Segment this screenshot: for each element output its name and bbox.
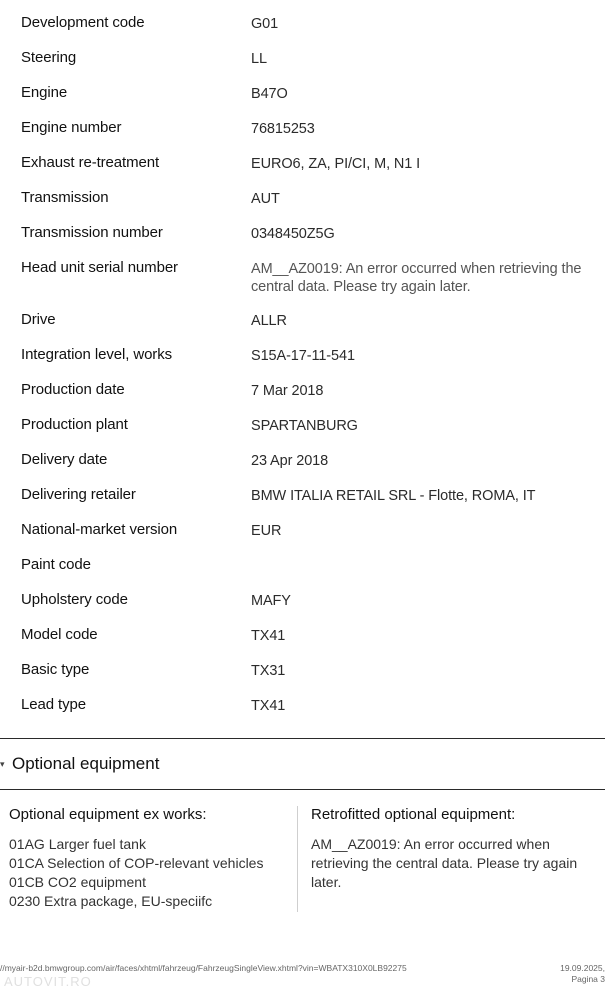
spec-row-delivering-retailer xyxy=(0,486,605,521)
spec-label: Exhaust re-treatment xyxy=(21,154,160,171)
spec-row-integration-level xyxy=(0,346,605,381)
spec-label: Transmission number xyxy=(21,224,163,241)
spec-label: Production plant xyxy=(21,416,128,433)
spec-value: TX41 xyxy=(251,628,286,644)
spec-value: TX31 xyxy=(251,663,286,679)
spec-label: Development code xyxy=(21,14,145,31)
spec-value: BMW ITALIA RETAIL SRL - Flotte, ROMA, IT xyxy=(251,488,536,504)
spec-label: Engine xyxy=(21,84,68,101)
spec-row-development-code xyxy=(0,14,605,49)
spec-value xyxy=(251,556,591,557)
spec-row-production-plant xyxy=(0,416,605,451)
spec-row-model-code xyxy=(0,626,605,661)
spec-label: Delivering retailer xyxy=(21,486,136,503)
spec-value: B47O xyxy=(251,86,288,102)
spec-label: Basic type xyxy=(21,661,90,678)
spec-label: Paint code xyxy=(21,556,91,573)
retrofitted-column xyxy=(298,806,605,912)
spec-label: Steering xyxy=(21,49,77,66)
spec-row-delivery-date xyxy=(0,451,605,486)
spec-value: SPARTANBURG xyxy=(251,418,358,434)
spec-label: Model code xyxy=(21,626,98,643)
spec-row-drive xyxy=(0,311,605,346)
spec-value: EURO6, ZA, PI/CI, M, N1 I xyxy=(251,156,421,172)
spec-label: Integration level, works xyxy=(21,346,173,363)
spec-row-upholstery-code xyxy=(0,591,605,626)
optional-equipment-toggle[interactable] xyxy=(0,754,159,774)
spec-label: National-market version xyxy=(21,521,178,538)
spec-row-production-date xyxy=(0,381,605,416)
spec-label: Lead type xyxy=(21,696,86,713)
ex-works-column xyxy=(0,806,298,912)
spec-value: S15A-17-11-541 xyxy=(251,348,355,364)
vehicle-spec-list xyxy=(0,14,605,731)
spec-label: Drive xyxy=(21,311,56,328)
spec-value: 7 Mar 2018 xyxy=(251,383,324,399)
spec-value: LL xyxy=(251,51,267,67)
list-item: 01CA Selection of COP-relevant vehicles xyxy=(9,855,264,871)
spec-row-transmission xyxy=(0,189,605,224)
list-item: 01CB CO2 equipment xyxy=(9,874,146,890)
spec-value: ALLR xyxy=(251,313,287,329)
spec-value: EUR xyxy=(251,523,282,539)
spec-row-basic-type xyxy=(0,661,605,696)
spec-label: Upholstery code xyxy=(21,591,128,608)
spec-label: Engine number xyxy=(21,119,122,136)
spec-row-exhaust xyxy=(0,154,605,189)
retrofitted-heading: Retrofitted optional equipment: xyxy=(311,806,516,823)
spec-value: AUT xyxy=(251,191,280,207)
spec-label: Production date xyxy=(21,381,125,398)
spec-row-lead-type xyxy=(0,696,605,731)
spec-label: Delivery date xyxy=(21,451,108,468)
list-item: 0230 Extra package, EU-speciifc xyxy=(9,893,213,909)
ex-works-heading: Optional equipment ex works: xyxy=(9,806,207,823)
section-title: Optional equipment xyxy=(12,754,160,773)
error-message: AM__AZ0019: An error occurred when retrieving the central data. Please try again later. xyxy=(251,261,582,295)
spec-label: Head unit serial number xyxy=(21,259,178,276)
list-item: 01AG Larger fuel tank xyxy=(9,836,146,852)
watermark: AUTOVIT.RO xyxy=(4,974,92,989)
spec-row-engine-number xyxy=(0,119,605,154)
footer-date-page xyxy=(560,963,605,985)
divider xyxy=(0,789,605,790)
footer-page-number: Pagina 3 xyxy=(571,974,605,984)
error-message: AM__AZ0019: An error occurred when retrieving the central data. Please try again later. xyxy=(311,836,578,890)
footer-url: //myair-b2d.bmwgroup.com/air/faces/xhtml/fahrzeug/FahrzeugSingleView.xhtml?vin=WBATX310X0LB92275 xyxy=(0,963,407,973)
spec-value: 76815253 xyxy=(251,121,315,137)
spec-value: 23 Apr 2018 xyxy=(251,453,329,469)
spec-value: TX41 xyxy=(251,698,286,714)
optional-equipment-columns xyxy=(0,806,605,912)
spec-row-national-market xyxy=(0,521,605,556)
spec-row-paint-code xyxy=(0,556,605,591)
footer-date: 19.09.2025, xyxy=(560,963,605,973)
chevron-down-icon: ▾ xyxy=(0,758,5,769)
spec-row-head-unit-serial xyxy=(0,259,605,311)
spec-value: MAFY xyxy=(251,593,291,609)
divider xyxy=(0,738,605,739)
spec-row-transmission-number xyxy=(0,224,605,259)
spec-value: G01 xyxy=(251,16,279,32)
spec-label: Transmission xyxy=(21,189,109,206)
spec-row-steering xyxy=(0,49,605,84)
spec-row-engine xyxy=(0,84,605,119)
spec-value: 0348450Z5G xyxy=(251,226,335,242)
